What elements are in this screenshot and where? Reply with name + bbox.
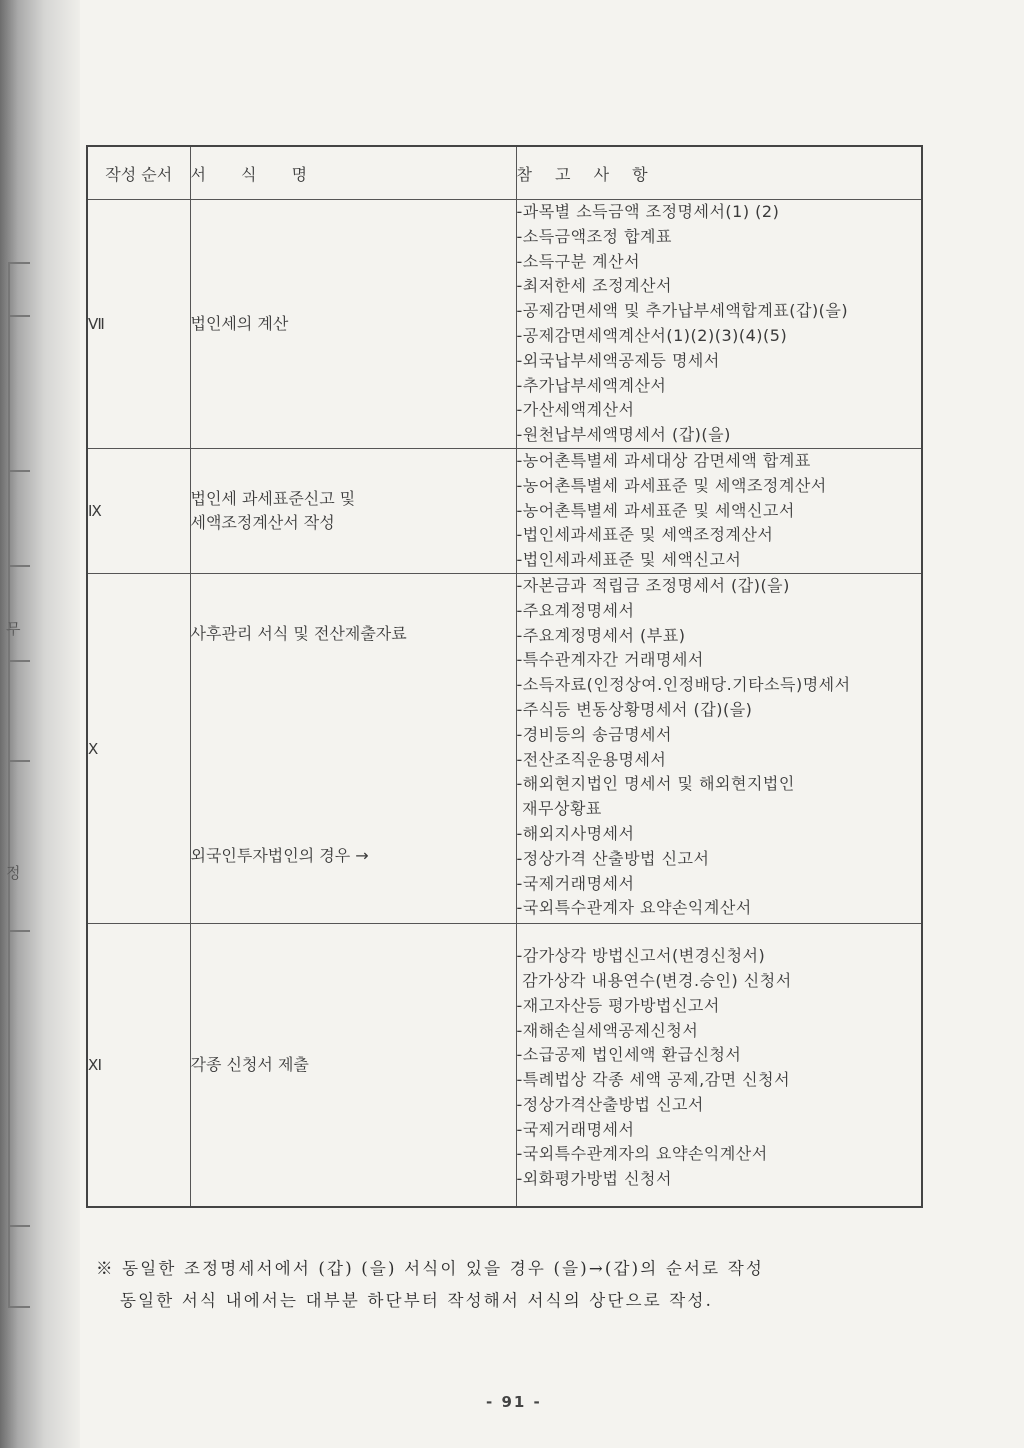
reference-item: -감가상각 방법신고서(변경신청서) (516, 946, 766, 966)
margin-tick (8, 760, 30, 762)
form-name-line: 법인세 과세표준신고 및 (190, 488, 356, 508)
reference-item: -외국납부세액공제등 명세서 (516, 350, 720, 370)
reference-item: -농어촌특별세 과세대상 감면세액 합계표 (516, 450, 811, 470)
margin-char: 무 (6, 620, 21, 638)
form-name-line: 세액조정계산서 작성 (190, 512, 335, 532)
row-order: Ⅹ (87, 573, 190, 923)
table-row (87, 924, 922, 1207)
row-form-name (190, 200, 516, 449)
form-name-line: 사후관리 서식 및 전산제출자료 (190, 623, 407, 643)
margin-tick (8, 1225, 30, 1227)
reference-item: -재고자산등 평가방법신고서 (516, 995, 720, 1015)
margin-tick (8, 315, 30, 317)
page-edge-shadow (0, 0, 80, 1448)
row-form-name (190, 448, 516, 573)
reference-item: -농어촌특별세 과세표준 및 세액신고서 (516, 500, 795, 520)
row-reference-list (516, 573, 922, 923)
reference-item: -국외특수관계자의 요약손익계산서 (516, 1144, 768, 1164)
footnote: ※ 동일한 조정명세서에서 (갑) (을) 서식이 있을 경우 (을)→(갑)의 순서로 작성 (96, 1259, 765, 1278)
reference-item: -경비등의 송금명세서 (516, 724, 672, 744)
reference-item: -법인세과세표준 및 세액조정계산서 (516, 525, 774, 545)
table-row (87, 573, 922, 923)
reference-item: -추가납부세액계산서 (516, 375, 667, 395)
margin-tick (8, 660, 30, 662)
header-order: 작성 순서 (87, 146, 190, 200)
reference-item: -해외지사명세서 (516, 823, 635, 843)
form-name-line: 외국인투자법인의 경우 → (190, 845, 369, 865)
table-row (87, 448, 922, 573)
reference-item: -주요계정명세서 (부표) (516, 625, 686, 645)
reference-item: -주식등 변동상황명세서 (갑)(을) (516, 699, 753, 719)
reference-item: -주요계정명세서 (516, 600, 635, 620)
reference-item: -원천납부세액명세서 (갑)(을) (516, 425, 731, 445)
reference-item: -해외현지법인 명세서 및 해외현지법인 (516, 774, 795, 794)
reference-item: -국제거래명세서 (516, 873, 635, 893)
reference-item: -법인세과세표준 및 세액신고서 (516, 550, 742, 570)
form-table (86, 145, 923, 1208)
reference-item: -재해손실세액공제신청서 (516, 1020, 699, 1040)
reference-item: 재무상황표 (516, 799, 602, 819)
reference-item: -전산조직운용명세서 (516, 749, 667, 769)
table-row (87, 200, 922, 449)
margin-rule (8, 262, 10, 1307)
footnote: 동일한 서식 내에서는 대부분 하단부터 작성해서 서식의 상단으로 작성. (120, 1291, 714, 1310)
reference-item: -국제거래명세서 (516, 1119, 635, 1139)
header-reference: 참 고 사 항 (516, 146, 922, 200)
reference-item: -소득금액조정 합계표 (516, 226, 672, 246)
margin-tick (8, 565, 30, 567)
reference-item: 감가상각 내용연수(변경.승인) 신청서 (516, 970, 792, 990)
reference-item: -특례법상 각종 세액 공제,감면 신청서 (516, 1070, 791, 1090)
reference-item: -정상가격산출방법 신고서 (516, 1094, 704, 1114)
reference-item: -정상가격 산출방법 신고서 (516, 848, 710, 868)
margin-tick (8, 930, 30, 932)
row-form-name (190, 573, 516, 923)
table-header-row (87, 146, 922, 200)
reference-item: -소득구분 계산서 (516, 251, 641, 271)
header-form-name: 서 식 명 (190, 146, 516, 200)
reference-item: -최저한세 조정계산서 (516, 276, 672, 296)
reference-item: -외화평가방법 신청서 (516, 1169, 672, 1189)
reference-item: -농어촌특별세 과세표준 및 세액조정계산서 (516, 475, 827, 495)
reference-item: -소득자료(인정상여.인정배당.기타소득)명세서 (516, 675, 851, 695)
reference-item: -특수관계자간 거래명세서 (516, 650, 704, 670)
row-reference-list (516, 448, 922, 573)
reference-item: -과목별 소득금액 조정명세서(1) (2) (516, 202, 780, 221)
row-reference-list (516, 200, 922, 449)
margin-tick (8, 1306, 30, 1308)
row-order: Ⅸ (87, 448, 190, 573)
row-order: Ⅺ (87, 924, 190, 1207)
margin-char: 정 (6, 864, 21, 882)
form-name-line: 각종 신청서 제출 (190, 1055, 309, 1075)
reference-item: -공제감면세액 및 추가납부세액합계표(갑)(을) (516, 301, 849, 321)
reference-item: -소급공제 법인세액 환급신청서 (516, 1045, 742, 1065)
reference-item: -가산세액계산서 (516, 400, 635, 420)
row-reference-list (516, 924, 922, 1207)
reference-item: -국외특수관계자 요약손익계산서 (516, 898, 752, 918)
reference-item: -자본금과 적립금 조정명세서 (갑)(을) (516, 575, 790, 595)
row-order: Ⅶ (87, 200, 190, 449)
margin-tick (8, 470, 30, 472)
form-name-line: 법인세의 계산 (190, 313, 289, 333)
row-form-name (190, 924, 516, 1207)
page-number: - 91 - (486, 1393, 542, 1411)
margin-tick (8, 262, 30, 264)
reference-item: -공제감면세액계산서(1)(2)(3)(4)(5) (516, 325, 788, 345)
